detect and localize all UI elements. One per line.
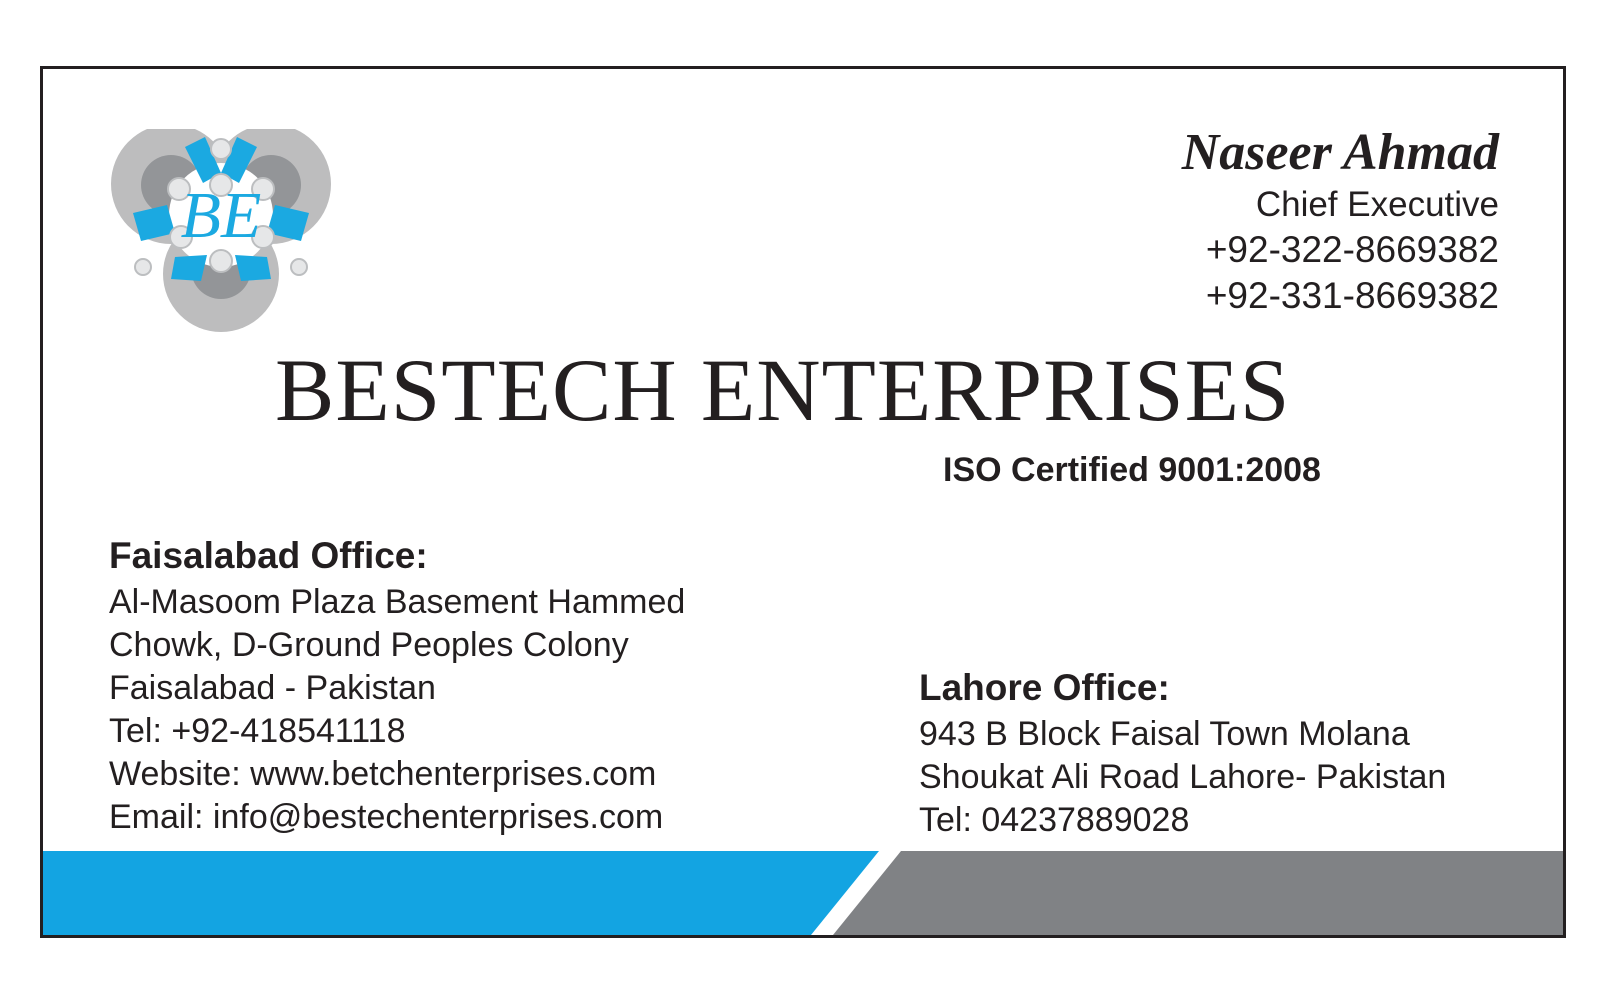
- logo-blue-block: [235, 255, 271, 281]
- office-heading: Faisalabad Office:: [109, 535, 428, 576]
- faisalabad-office: [109, 531, 685, 839]
- address-line: Shoukat Ali Road Lahore- Pakistan: [919, 758, 1447, 796]
- footer-stripe-blue: [43, 851, 879, 935]
- company-logo: [105, 129, 337, 339]
- logo-sphere: [211, 139, 231, 159]
- address-line: Al-Masoom Plaza Basement Hammed: [109, 583, 686, 621]
- logo-monogram: BE: [180, 179, 262, 252]
- office-heading: Lahore Office:: [919, 667, 1170, 708]
- person-phone-2: +92-331-8669382: [1205, 275, 1499, 316]
- lahore-office: [919, 663, 1446, 842]
- address-line: Faisalabad - Pakistan: [109, 669, 436, 707]
- address-line: Chowk, D-Ground Peoples Colony: [109, 626, 629, 664]
- logo-sphere: [291, 259, 307, 275]
- logo-sphere: [210, 250, 232, 272]
- business-card: [40, 66, 1566, 938]
- person-name: Naseer Ahmad: [1181, 124, 1499, 181]
- address-line: 943 B Block Faisal Town Molana: [919, 715, 1410, 753]
- person-title: Chief Executive: [1255, 185, 1499, 224]
- logo-sphere: [135, 259, 151, 275]
- person-phone-1: +92-322-8669382: [1205, 229, 1499, 270]
- footer-stripe: [43, 851, 1566, 935]
- iso-certification: ISO Certified 9001:2008: [943, 451, 1321, 489]
- phone-line: Tel: +92-418541118: [109, 712, 406, 750]
- email-line: Email: info@bestechenterprises.com: [109, 798, 664, 836]
- logo-blue-block: [171, 255, 207, 281]
- website-line: Website: www.betchenterprises.com: [109, 755, 657, 793]
- contact-person: [1182, 123, 1499, 319]
- footer-stripe-gray: [833, 851, 1566, 935]
- phone-line: Tel: 04237889028: [919, 801, 1190, 839]
- company-name: BESTECH ENTERPRISES: [275, 342, 1291, 440]
